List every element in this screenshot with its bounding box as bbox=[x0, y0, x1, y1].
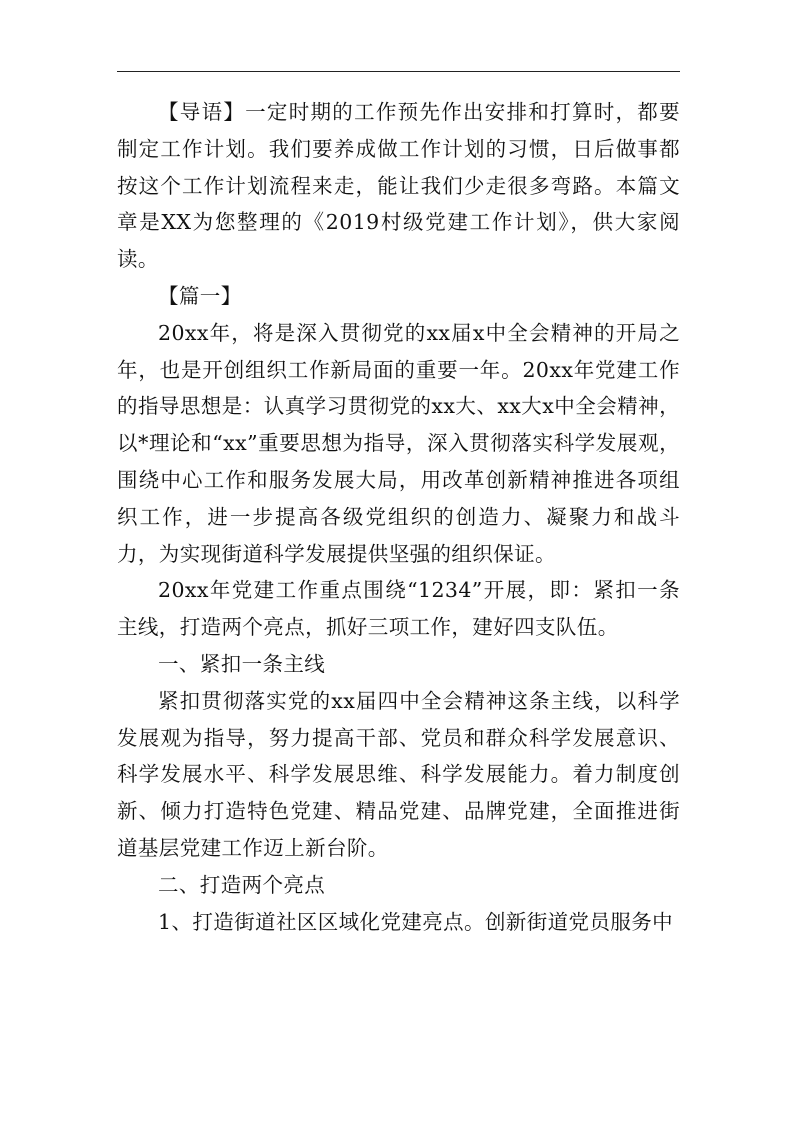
intro-paragraph: 【导语】一定时期的工作预先作出安排和打算时，都要制定工作计划。我们要养成做工作计划的习惯，日后做事都按这个工作计划流程来走，能让我们少走很多弯路。本篇文章是XX为您整理的《2019村级党建工作计划》，供大家阅读。 bbox=[117, 100, 680, 272]
document-body bbox=[117, 94, 680, 940]
paragraph-guiding-ideology: 20xx年，将是深入贯彻党的xx届x中全会精神的开局之年，也是开创组织工作新局面的重要一年。20xx年党建工作的指导思想是：认真学习贯彻党的xx大、xx大x中全会精神，以*理论和“xx”重要思想为指导，深入贯彻落实科学发展观，围绕中心工作和服务发展大局，用改革创新精神推进各项组织工作，进一步提高各级党组织的创造力、凝聚力和战斗力，为实现街道科学发展提供坚强的组织保证。 bbox=[117, 320, 680, 566]
section-item-2-1: 1、打造街道社区区域化党建亮点。创新街道党员服务中 bbox=[158, 909, 674, 934]
section-body-1: 紧扣贯彻落实党的xx届四中全会精神这条主线，以科学发展观为指导，努力提高干部、党员和群众科学发展意识、科学发展水平、科学发展思维、科学发展能力。着力制度创新、倾力打造特色党建、精品党建、品牌党建，全面推进街道基层党建工作迈上新台阶。 bbox=[117, 688, 680, 860]
part-heading: 【篇一】 bbox=[158, 283, 242, 308]
section-heading-1: 一、紧扣一条主线 bbox=[158, 651, 326, 676]
header-rule bbox=[117, 71, 680, 72]
paragraph-key-points: 20xx年党建工作重点围绕“1234”开展，即：紧扣一条主线，打造两个亮点，抓好三项工作，建好四支队伍。 bbox=[117, 578, 680, 640]
section-heading-2: 二、打造两个亮点 bbox=[158, 872, 326, 897]
